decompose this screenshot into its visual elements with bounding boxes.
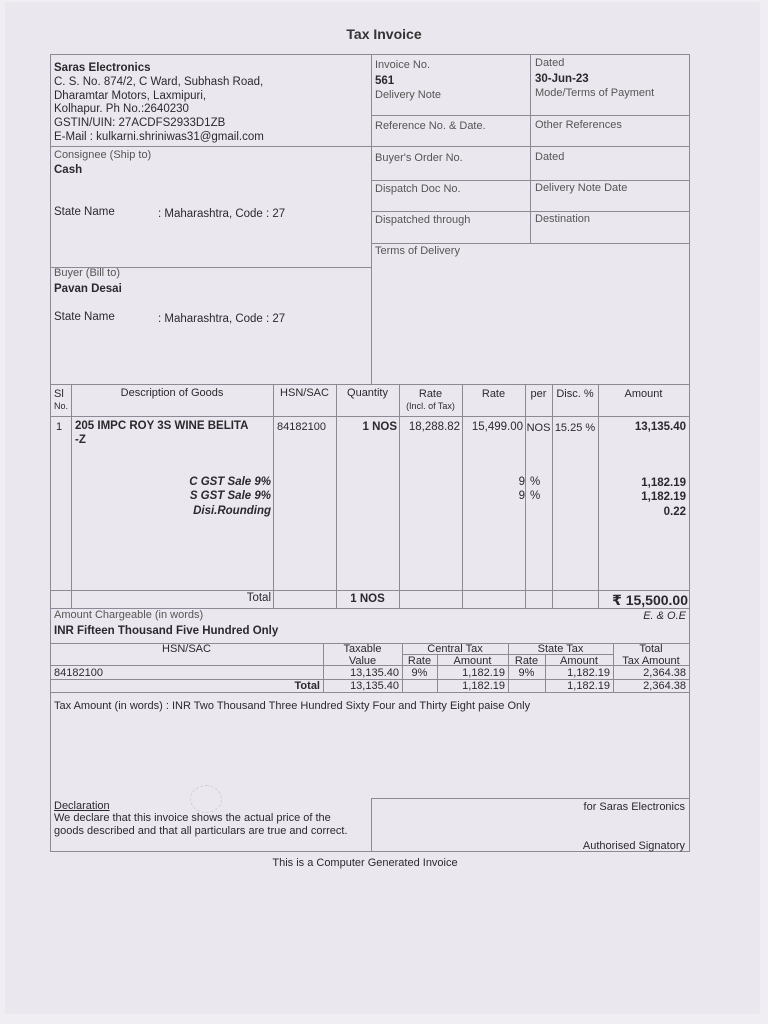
summary-header-state-tax: State Tax	[537, 643, 584, 655]
summary-c-amount: 1,182.19	[462, 667, 505, 679]
item-hsn: 84182100	[277, 421, 326, 433]
item-description-cont: -Z	[75, 434, 86, 446]
footer-note: This is a Computer Generated Invoice	[272, 857, 458, 869]
declaration-label: Declaration	[54, 800, 110, 812]
invoice-date: 30-Jun-23	[535, 73, 589, 85]
seller-email: E-Mail : kulkarni.shriniwas31@gmail.com	[54, 131, 264, 143]
item-quantity: 1 NOS	[362, 421, 397, 433]
tax-amount-rounding: 0.22	[663, 506, 686, 518]
summary-total-taxable: 13,135.40	[350, 680, 399, 692]
tax-label-rounding: Disi.Rounding	[193, 505, 271, 517]
item-amount: 13,135.40	[634, 421, 686, 433]
summary-header-central-tax: Central Tax	[427, 643, 483, 655]
seller-gstin: GSTIN/UIN: 27ACDFS2933D1ZB	[54, 117, 226, 129]
mode-terms-label: Mode/Terms of Payment	[535, 87, 655, 99]
buyer-label: Buyer (Bill to)	[54, 267, 121, 279]
summary-taxable: 13,135.40	[350, 667, 399, 679]
consignee-name: Cash	[54, 164, 83, 176]
declaration-line2: goods described and that all particulars are true and correct.	[54, 825, 348, 837]
header-rate: Rate	[481, 388, 506, 400]
seller-address-line3: Kolhapur. Ph No.:2640230	[54, 103, 189, 115]
total-label: Total	[246, 592, 271, 604]
buyer-state-label: State Name	[54, 311, 115, 323]
delivery-note-date-label: Delivery Note Date	[535, 182, 628, 194]
item-sl: 1	[56, 421, 63, 433]
buyers-order-label: Buyer's Order No.	[375, 152, 463, 164]
summary-header-taxable: Taxable	[343, 643, 382, 655]
signatory-label: Authorised Signatory	[582, 840, 685, 852]
invoice-no: 561	[375, 75, 395, 87]
tax-rate-cgst: 9	[518, 476, 525, 488]
item-rate-incl: 18,288.82	[408, 421, 460, 433]
buyer-state-value: : Maharashtra, Code : 27	[158, 313, 286, 325]
tax-amount-words: Tax Amount (in words) : INR Two Thousand Three Hundred Sixty Four and Thirty Eight paise Only	[54, 700, 531, 712]
summary-hsn: 84182100	[54, 667, 103, 679]
header-amount: Amount	[624, 388, 663, 400]
tax-amount-sgst: 1,182.19	[641, 491, 686, 503]
tax-rate-sgst: 9	[518, 490, 525, 502]
header-hsn: HSN/SAC	[280, 387, 329, 399]
document-title: Tax Invoice	[346, 26, 422, 42]
item-disc: 15.25 %	[554, 422, 596, 434]
summary-c-rate: 9%	[411, 667, 428, 679]
summary-header-s-rate: Rate	[514, 655, 539, 667]
header-disc: Disc. %	[556, 388, 594, 400]
summary-total: 2,364.38	[643, 667, 686, 679]
dated-label: Dated	[535, 57, 565, 69]
consignee-label: Consignee (Ship to)	[54, 149, 152, 161]
amount-words-label: Amount Chargeable (in words)	[54, 609, 204, 621]
tax-amount-cgst: 1,182.19	[641, 477, 686, 489]
header-per: per	[530, 388, 547, 400]
seller-name: Saras Electronics	[54, 62, 151, 74]
destination-label: Destination	[535, 213, 591, 225]
summary-s-rate: 9%	[518, 667, 535, 679]
summary-total-s-amount: 1,182.19	[567, 680, 610, 692]
tax-label-sgst: S GST Sale 9%	[189, 490, 271, 502]
item-description: 205 IMPC ROY 3S WINE BELITA	[75, 420, 249, 432]
seller-address-line1: C. S. No. 874/2, C Ward, Subhash Road,	[54, 76, 264, 88]
summary-header-c-amount: Amount	[453, 655, 492, 667]
summary-header-c-rate: Rate	[407, 655, 432, 667]
dated2-label: Dated	[535, 151, 565, 163]
terms-of-delivery-label: Terms of Delivery	[375, 245, 460, 257]
item-per: NOS	[526, 422, 551, 434]
summary-header-total-tax: Tax Amount	[622, 655, 680, 667]
stamp-mark	[190, 785, 222, 813]
header-description: Description of Goods	[120, 387, 224, 399]
consignee-state-label: State Name	[54, 206, 115, 218]
header-sl: Sl	[54, 388, 64, 400]
seller-address-line2: Dharamtar Motors, Laxmipuri,	[54, 90, 207, 102]
header-rate-incl: Rate	[418, 388, 443, 400]
tax-label-cgst: C GST Sale 9%	[189, 476, 271, 488]
summary-header-total: Total	[639, 643, 663, 655]
summary-header-taxable-value: Value	[348, 655, 377, 667]
summary-s-amount: 1,182.19	[567, 667, 610, 679]
delivery-note-label: Delivery Note	[375, 89, 442, 101]
total-amount: ₹ 15,500.00	[612, 592, 688, 608]
total-quantity: 1 NOS	[350, 593, 385, 605]
declaration-line1: We declare that this invoice shows the actual price of the	[54, 812, 331, 824]
summary-header-hsn: HSN/SAC	[162, 643, 211, 655]
signatory-for: for Saras Electronics	[583, 801, 685, 813]
header-quantity: Quantity	[347, 387, 388, 399]
dispatched-through-label: Dispatched through	[375, 214, 471, 226]
summary-total-label: Total	[294, 680, 320, 692]
header-sl-no: No.	[54, 401, 69, 411]
buyer-name: Pavan Desai	[54, 283, 122, 295]
dispatch-doc-label: Dispatch Doc No.	[375, 183, 461, 195]
summary-total-total: 2,364.38	[643, 680, 686, 692]
tax-pct-sgst: %	[530, 490, 541, 502]
header-rate-incl-note: (Incl. of Tax)	[406, 401, 455, 411]
consignee-state-value: : Maharashtra, Code : 27	[158, 208, 286, 220]
reference-label: Reference No. & Date.	[375, 120, 486, 132]
item-rate: 15,499.00	[471, 421, 523, 433]
invoice-no-label: Invoice No.	[375, 59, 431, 71]
summary-header-s-amount: Amount	[560, 655, 598, 667]
eoe-note: E. & O.E	[643, 610, 686, 622]
tax-pct-cgst: %	[530, 476, 541, 488]
summary-total-c-amount: 1,182.19	[462, 680, 505, 692]
other-references-label: Other References	[535, 119, 622, 131]
amount-words-value: INR Fifteen Thousand Five Hundred Only	[54, 625, 279, 637]
